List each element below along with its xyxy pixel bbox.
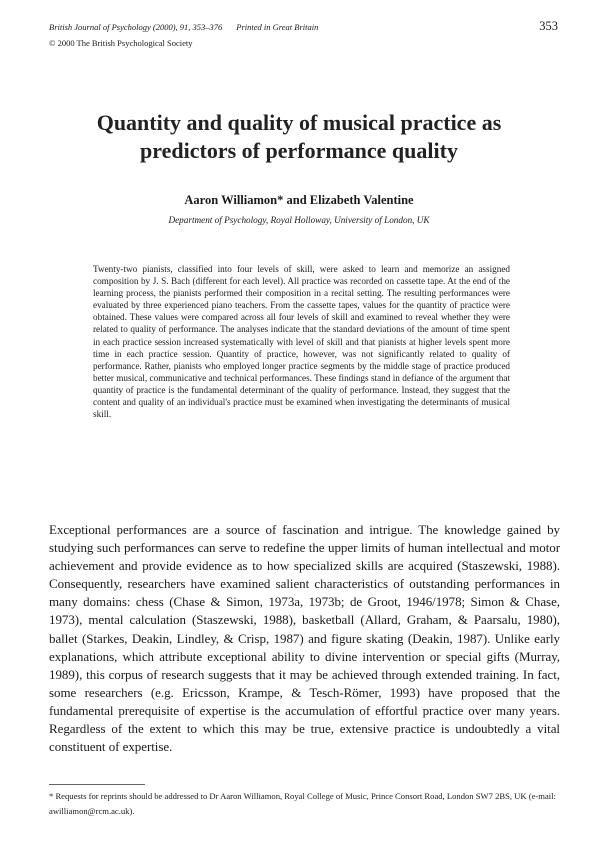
introduction-paragraph: Exceptional performances are a source of fascination and intrigue. The knowledge gained by studying such performances can serve to redefine the upper limits of human intellectual and motor achievement and provide evidence as to how specialized skills are acquired (Staszewski, 1988). Consequently, researchers have examined salient characteristics of outstanding performances in many domains: chess (Chase & Simon, 1973a, 1973b; de Groot, 1946/1978; Simon & Chase, 1973), mental calculation (Staszewski, 1988), basketball (Allard, Graham, & Paarsalu, 1980), ballet (Starkes, Deakin, Lindley, & Crisp, 1987) and figure skating (Deakin, 1987). Unlike early explanations, which attribute exceptional ability to divine intervention or special gifts (Murray, 1989), this corpus of research suggests that it may be achieved through extended training. In fact, some researchers (e.g. Ericsson, Krampe, & Tesch-Römer, 1993) have proposed that the fundamental prerequisite of expertise is the accumulation of effortful practice over many years. Regardless of the extent to which this may be true, extensive practice is undoubtedly a vital constituent of expertise. [49,522,560,755]
title-line-1: Quantity and quality of musical practice as [96,110,502,135]
abstract: Twenty-two pianists, classified into four levels of skill, were asked to learn and memorize an assigned composition by J. S. Bach (different for each level). All practice was recorded on cassette tape. At the end of the learning process, the pianists performed their composition in a recital setting. The resulting performances were evaluated by three experienced piano teachers. From the cassette tapes, values for the quantity of practice were obtained. These values were compared across all four levels of skill and examined to reveal whether they were related to quality of performance. The analyses indicate that the standard deviations of the amount of time spent in each practice session increased systematically with level of skill and that pianists at higher levels spent more time in each practice session. Quantity of practice, however, was not significantly related to quality of performance. Rather, pianists who employed longer practice segments by the middle stage of practice produced better musical, communicative and technical performances. These findings stand in defiance of the argument that quantity of practice is the fundamental determinant of the quality of performance. Instead, they suggest that the content and quality of an individual's practice must be examined when investigating the determinants of musical skill. [93,264,510,420]
article-title [40,109,558,165]
affiliation: Department of Psychology, Royal Holloway, University of London, UK [168,215,430,225]
footnote-divider [49,784,145,785]
title-line-2: predictors of performance quality [140,138,458,163]
journal-citation [49,22,318,32]
journal-reference: British Journal of Psychology (2000), 91, 353–376 [49,22,223,32]
printed-in: Printed in Great Britain [236,22,319,32]
authors: Aaron Williamon* and Elizabeth Valentine [184,193,414,207]
footnote: * Requests for reprints should be addressed to Dr Aaron Williamon, Royal College of Music, Prince Consort Road, London SW7 2BS, UK (e-mail: awilliamon@rcm.ac.uk). [49,791,556,816]
page-number: 353 [539,19,558,33]
copyright-notice: © 2000 The British Psychological Society [49,38,193,48]
